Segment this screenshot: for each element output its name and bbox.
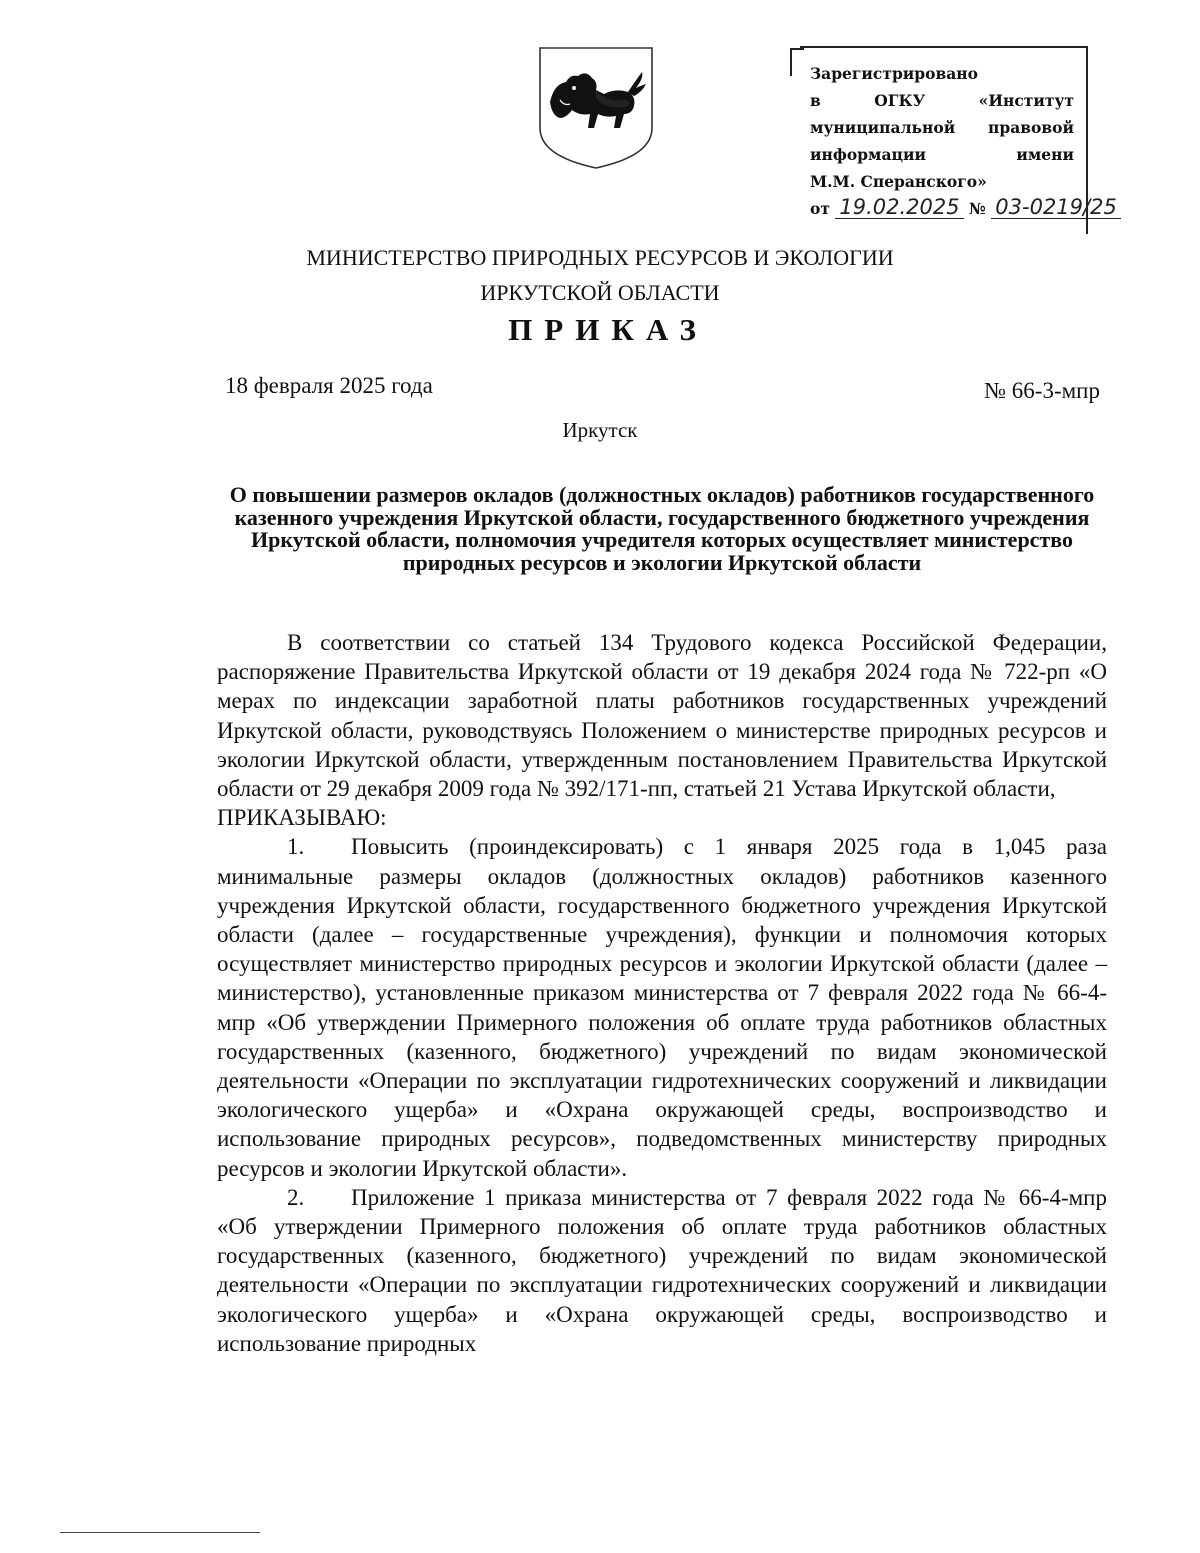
ministry-line-2: ИРКУТСКОЙ ОБЛАСТИ — [480, 280, 720, 305]
order-body — [217, 628, 1107, 1358]
stamp-line-1: Зарегистрировано — [810, 64, 978, 83]
ministry-name — [0, 240, 1200, 310]
document-type-title: ПРИКАЗ — [508, 312, 708, 347]
registration-stamp — [800, 46, 1117, 234]
stamp-line-5: М.М. Сперанского» — [810, 172, 987, 191]
stamp-date-prefix: от — [810, 199, 830, 218]
order-item-2-text: Приложение 1 приказа министерства от 7 февраля 2022 года № 66-4-мпр «Об утверждении Примерного положения об оплате труда работников областных государственных (казенного, бюджетного) учреждений по видам экономической деятельности «Операции по эксплуатации гидротехнических сооружений и ликвидации экологического ущерба» и «Охрана окружающей среды, воспроизводство и использование природных — [217, 1184, 1107, 1356]
coat-of-arms-emblem — [536, 44, 656, 172]
order-item-2-number: 2. — [287, 1184, 305, 1210]
order-word: ПРИКАЗЫВАЮ: — [217, 805, 387, 831]
stamp-handwritten-number: 03-0219/25 — [991, 196, 1121, 219]
order-date: 18 февраля 2025 года — [225, 373, 433, 398]
stamp-number-prefix: № — [969, 199, 986, 218]
order-item-1-number: 1. — [287, 834, 305, 860]
order-heading: О повышении размеров окладов (должностных окладов) работников государственного казенного учреждения Иркутской области, государственного бюджетного учреждения Иркутской области, полномочия учредителя которых осуществляет министерство природных ресурсов и экологии Иркутской области — [229, 482, 1095, 575]
order-item-1 — [217, 832, 1107, 1182]
order-item-2 — [217, 1183, 1107, 1358]
order-city: Иркутск — [562, 418, 638, 442]
stamp-line-3: муниципальной правовой — [810, 118, 1074, 137]
order-number: № 66-3-мпр — [984, 378, 1100, 403]
stamp-line-2: в ОГКУ «Институт — [810, 91, 1074, 110]
preamble-paragraph: В соответствии со статьей 134 Трудового кодекса Российской Федерации, распоряжение Правительства Иркутской области от 19 декабря 2024 года № 722-рп «О мерах по индексации заработной платы работников государственных учреждений Иркутской области, руководствуясь Положением о министерстве природных ресурсов и экологии Иркутской области, утвержденным постановлением Правительства Иркутской области от 29 декабря 2009 года № 392/171-пп, статьей 21 Устава Иркутской области, — [217, 630, 1107, 802]
stamp-handwritten-date: 19.02.2025 — [835, 196, 963, 219]
ministry-line-1: МИНИСТЕРСТВО ПРИРОДНЫХ РЕСУРСОВ И ЭКОЛОГИИ — [306, 245, 894, 270]
stamp-registration-row — [810, 195, 1117, 222]
stamp-line-4: информации имени — [810, 145, 1074, 164]
footnote-separator-line — [60, 1532, 260, 1533]
order-item-1-text: Повысить (проиндексировать) с 1 января 2025 года в 1,045 раза минимальные размеры окладов (должностных окладов) работников казенного учреждения Иркутской области, государственного бюджетного учреждения Иркутской области (далее – государственные учреждения), функции и полномочия которых осуществляет министерство природных ресурсов и экологии Иркутской области (далее – министерство), установленные приказом министерства от 7 февраля 2022 года № 66-4-мпр «Об утверждении Примерного положения об оплате труда работников областных государственных (казенного, бюджетного) учреждений по видам экономической деятельности «Операции по эксплуатации гидротехнических сооружений и ликвидации экологического ущерба» и «Охрана окружающей среды, воспроизводство и использование природных ресурсов», подведомственных министерству природных ресурсов и экологии Иркутской области». — [217, 834, 1107, 1181]
